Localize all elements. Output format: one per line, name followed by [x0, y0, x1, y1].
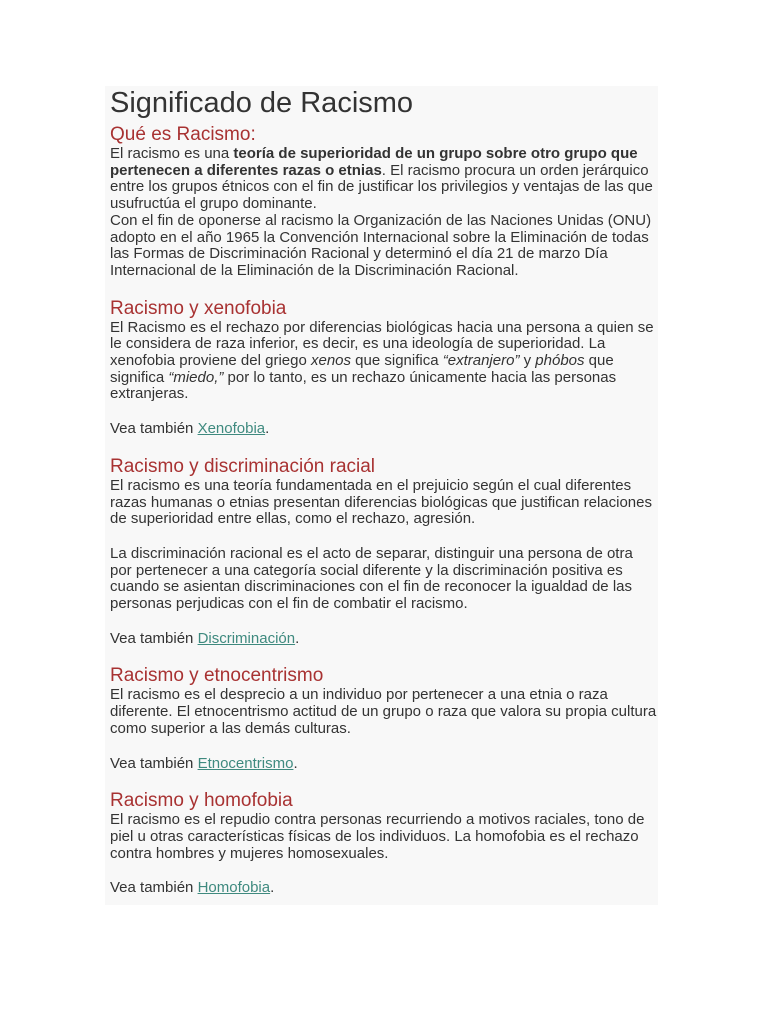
text-span: El racismo es una	[110, 145, 234, 162]
section-paragraph: La discriminación racional es el acto de separar, distinguir una persona de otra por pertenecer a una categoría social diferente y la discriminación positiva es cuando se asientan discriminaciones con el fin de reconocer la igualdad de las personas perjudicas con el fin de combatir el racismo.	[110, 544, 633, 613]
italic-text: “extranjero”	[442, 352, 520, 370]
see-also-prefix: Vea también	[110, 420, 198, 438]
text-span: y	[519, 352, 536, 370]
see-also-link-xenofobia[interactable]: Xenofobia	[197, 420, 266, 438]
section-paragraph: El racismo es el repudio contra personas recurriendo a motivos raciales, tono de piel u otras características físicas de los individuos. La homofobia es el rechazo contra hombres y mujeres homosexuales.	[110, 811, 645, 862]
section-heading-homofobia: Racismo y homofobia	[110, 790, 293, 812]
italic-text: phóbos	[535, 352, 585, 370]
see-also-line	[110, 756, 658, 773]
section-paragraph: El racismo es el desprecio a un individuo por pertenecer a una etnia o raza diferente. El etnocentrismo actitud de un grupo o raza que valora su propia cultura como superior a las demás culturas.	[110, 686, 657, 737]
section-paragraph: Con el fin de oponerse al racismo la Organización de las Naciones Unidas (ONU) adopto en el año 1965 la Convención Internacional sobre la Eliminación de todas las Formas de Discriminación Racional y determinó el día 21 de marzo Día Internacional de la Eliminación de la Discriminación Racional.	[110, 211, 652, 279]
page-title: Significado de Racismo	[110, 87, 414, 119]
section-heading-discriminacion-racial: Racismo y discriminación racial	[110, 455, 376, 477]
spacer	[110, 403, 658, 421]
text-span: . El racismo procura un orden jerárquico entre los grupos étnicos con el fin de justificar los privilegios y ventajas de las que usufructúa el grupo dominante.	[110, 161, 653, 213]
section-paragraph: El racismo es una teoría fundamentada en el prejuicio según el cual diferentes razas humanas o etnias presentan diferencias biológicas que justifican relaciones de superioridad entre ellas, como el rechazo, agresión.	[110, 476, 652, 528]
italic-text: xenos	[310, 352, 352, 370]
see-also-link-etnocentrismo[interactable]: Etnocentrismo	[197, 754, 294, 772]
text-span: .	[265, 420, 270, 438]
section-heading-que-es-racismo: Qué es Racismo:	[110, 124, 256, 145]
see-also-line	[110, 631, 658, 648]
see-also-prefix: Vea también	[110, 754, 198, 772]
see-also-line	[110, 880, 658, 897]
section-paragraph	[110, 320, 658, 404]
see-also-link-homofobia[interactable]: Homofobia	[197, 879, 271, 897]
text-span: que significa	[110, 352, 614, 386]
see-also-prefix: Vea también	[110, 879, 198, 897]
spacer	[110, 280, 658, 298]
article-content	[110, 86, 658, 897]
spacer	[110, 613, 658, 631]
text-span: por lo tanto, es un rechazo únicamente hacia las personas extranjeras.	[110, 368, 617, 403]
spacer	[110, 647, 658, 665]
spacer	[110, 862, 658, 880]
section-heading-xenofobia: Racismo y xenofobia	[110, 297, 287, 319]
spacer	[110, 738, 658, 756]
text-span: que significa	[351, 352, 443, 370]
section-paragraph	[110, 146, 658, 213]
section-heading-etnocentrismo: Racismo y etnocentrismo	[110, 665, 324, 687]
bold-text: teoría de superioridad de un grupo sobre otro grupo que pertenecen a diferentes razas o etnias	[110, 145, 638, 179]
spacer	[110, 438, 658, 456]
text-span: .	[270, 879, 275, 897]
text-span: El Racismo es el rechazo por diferencias biológicas hacia una persona a quien se le considera de raza inferior, es decir, es una ideología de superioridad. La xenofobia proviene del griego	[110, 318, 654, 370]
text-span: .	[293, 754, 298, 772]
see-also-link-discriminacion[interactable]: Discriminación	[197, 629, 296, 647]
italic-text: “miedo,”	[168, 368, 224, 386]
spacer	[110, 772, 658, 790]
spacer	[110, 528, 658, 546]
see-also-prefix: Vea también	[110, 629, 198, 647]
see-also-line	[110, 421, 658, 438]
text-span: .	[295, 629, 300, 647]
